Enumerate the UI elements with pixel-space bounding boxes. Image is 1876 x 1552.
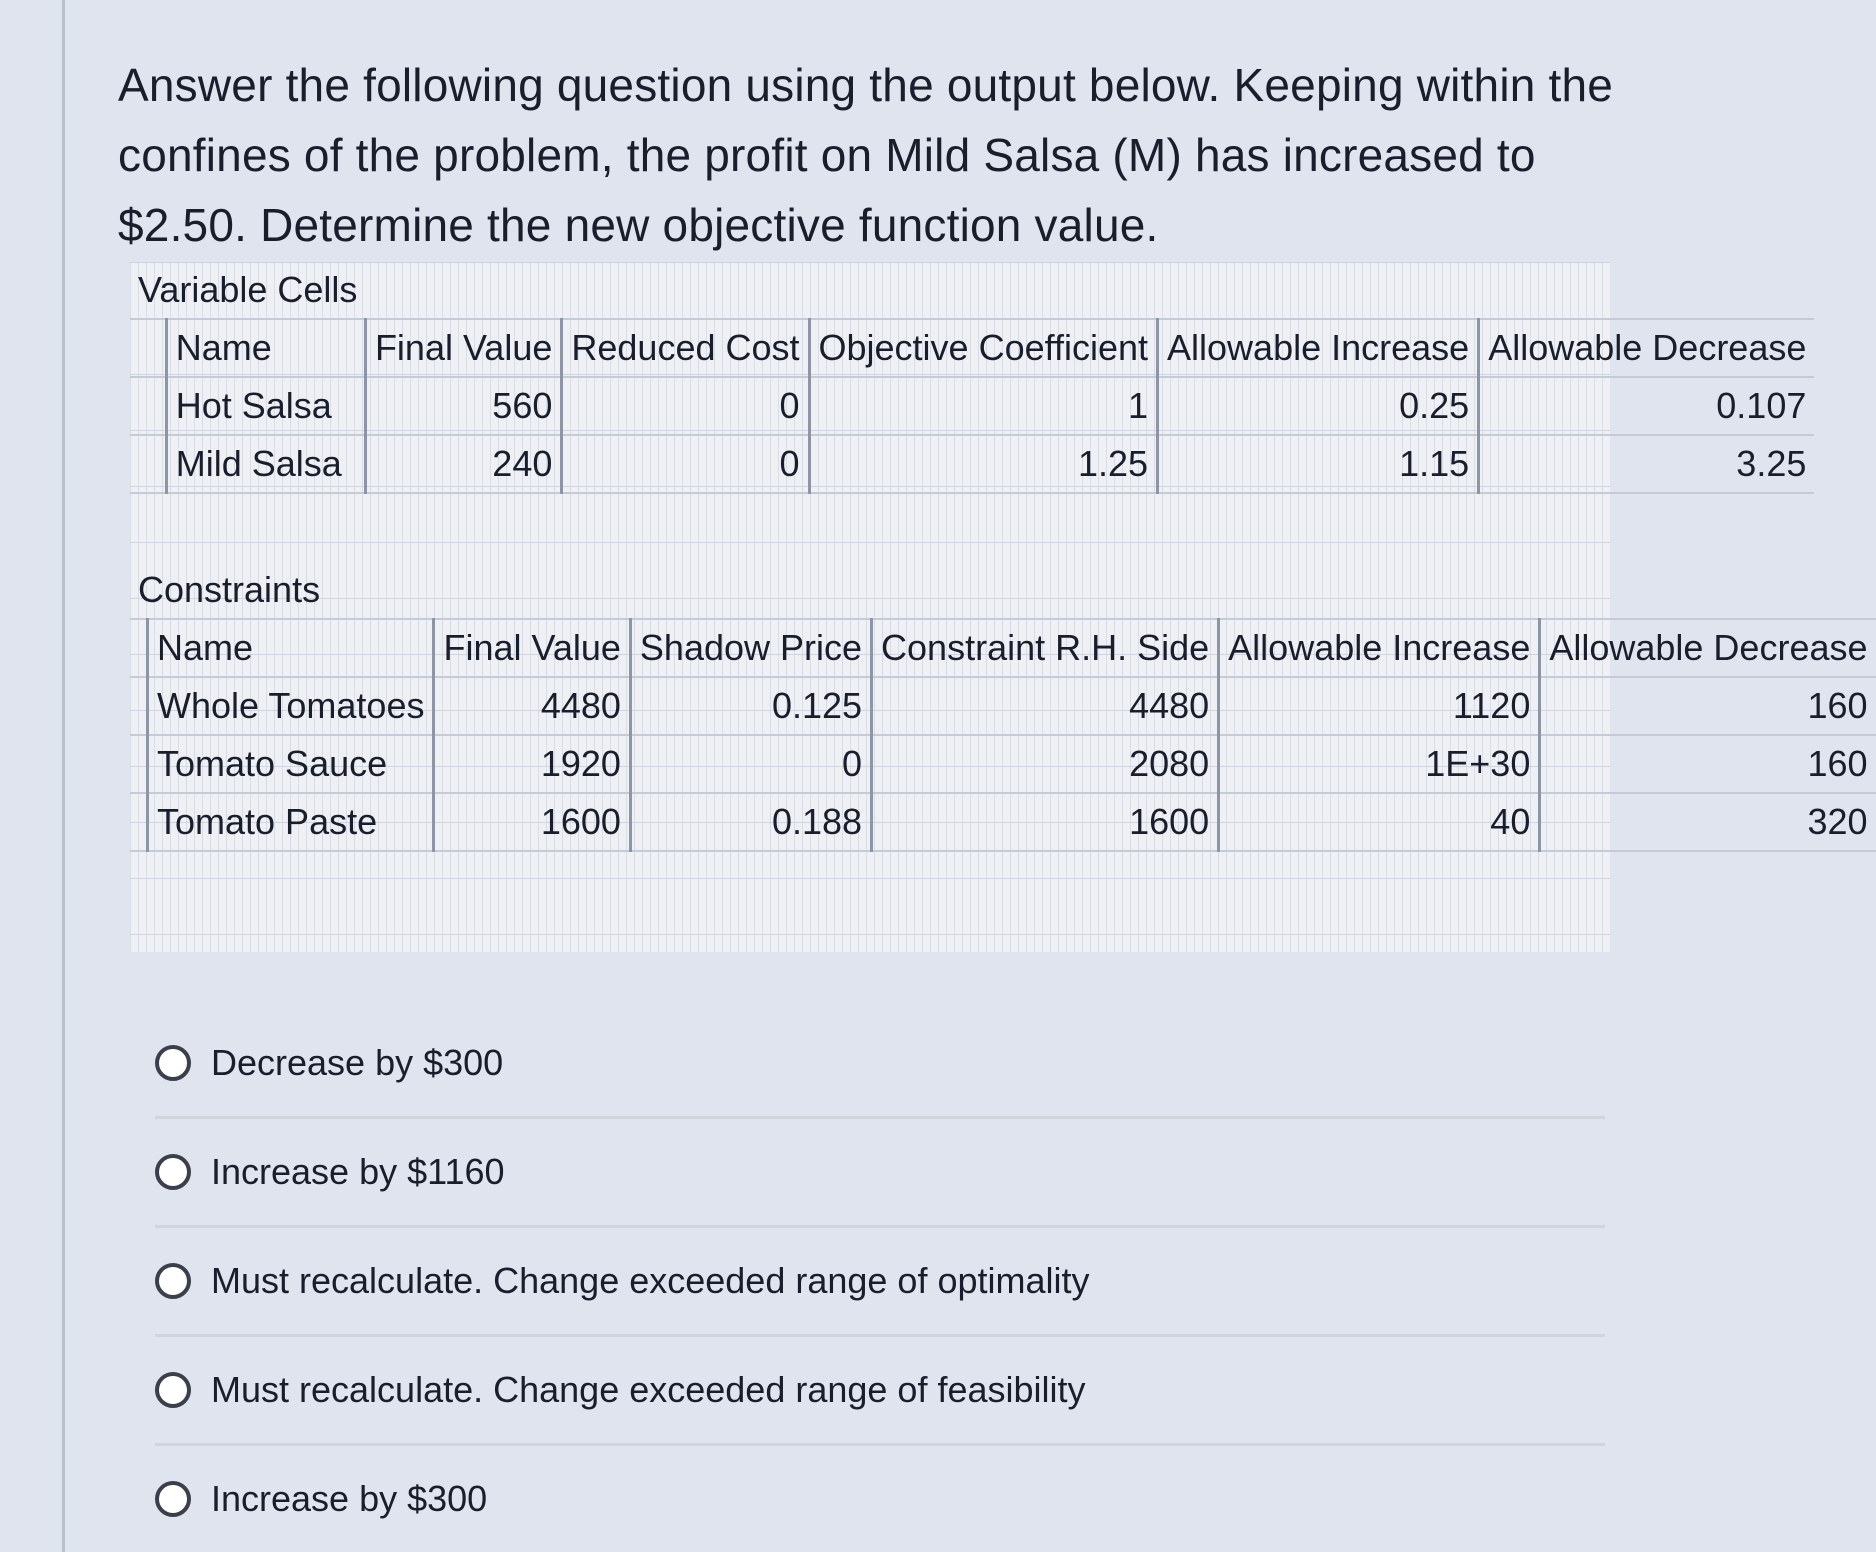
table-cell: Tomato Paste xyxy=(148,793,434,851)
radio-button[interactable] xyxy=(155,1045,191,1081)
answer-option[interactable] xyxy=(155,1119,1605,1228)
radio-button[interactable] xyxy=(155,1372,191,1408)
page-left-border xyxy=(62,0,65,1552)
table-cell: 1.25 xyxy=(809,435,1158,493)
table-cell: 560 xyxy=(365,377,561,435)
answer-option-label: Increase by $1160 xyxy=(211,1151,505,1192)
table-cell: 0.25 xyxy=(1158,377,1479,435)
answer-option-label: Decrease by $300 xyxy=(211,1042,504,1083)
table-cell: 4480 xyxy=(872,677,1219,735)
table-row xyxy=(130,377,1814,435)
table-cell: 0.125 xyxy=(630,677,871,735)
table-cell: 1600 xyxy=(434,793,630,851)
column-header: Objective Coefficient xyxy=(809,319,1158,377)
question-text: Answer the following question using the output below. Keeping within the confines of the problem, the profit on Mild Salsa (M) has increased to $2.50. Determine the new objective function value. xyxy=(118,59,1614,251)
table-row xyxy=(130,677,1876,735)
answer-option[interactable] xyxy=(155,1337,1605,1446)
table-cell: 1.15 xyxy=(1158,435,1479,493)
column-header: Final Value xyxy=(434,619,630,677)
table-header-row xyxy=(130,619,1876,677)
table-cell: 1 xyxy=(809,377,1158,435)
table-cell: 1120 xyxy=(1219,677,1540,735)
table-cell: 0.107 xyxy=(1479,377,1815,435)
radio-button[interactable] xyxy=(155,1154,191,1190)
table-cell: 4480 xyxy=(434,677,630,735)
variable-cells-table xyxy=(130,262,1814,494)
column-header: Reduced Cost xyxy=(562,319,809,377)
column-header: Allowable Increase xyxy=(1219,619,1540,677)
column-header: Allowable Decrease xyxy=(1540,619,1876,677)
column-header: Shadow Price xyxy=(630,619,871,677)
table-cell: Whole Tomatoes xyxy=(148,677,434,735)
column-header: Allowable Increase xyxy=(1158,319,1479,377)
table-cell: 0 xyxy=(562,377,809,435)
table-cell: 160 xyxy=(1540,677,1876,735)
table-row xyxy=(130,262,1814,319)
column-header: Final Value xyxy=(365,319,561,377)
radio-button[interactable] xyxy=(155,1263,191,1299)
answer-option[interactable] xyxy=(155,1446,1605,1552)
table-cell: 240 xyxy=(365,435,561,493)
answer-option[interactable] xyxy=(155,1010,1605,1119)
table-cell: 0 xyxy=(562,435,809,493)
table-cell: 320 xyxy=(1540,793,1876,851)
table-cell: 1E+30 xyxy=(1219,735,1540,793)
column-header: Name xyxy=(166,319,365,377)
table-cell: 160 xyxy=(1540,735,1876,793)
sensitivity-report xyxy=(130,262,1868,952)
table-header-row xyxy=(130,319,1814,377)
table-cell: Mild Salsa xyxy=(166,435,365,493)
column-header: Constraint R.H. Side xyxy=(872,619,1219,677)
section-label: Constraints xyxy=(130,562,434,619)
table-cell: 1600 xyxy=(872,793,1219,851)
table-row xyxy=(130,793,1876,851)
table-cell: 1920 xyxy=(434,735,630,793)
answer-choices xyxy=(155,1010,1605,1552)
table-cell: Tomato Sauce xyxy=(148,735,434,793)
column-header: Allowable Decrease xyxy=(1479,319,1815,377)
table-row xyxy=(130,562,1876,619)
answer-option-label: Must recalculate. Change exceeded range of optimality xyxy=(211,1260,1090,1301)
table-row xyxy=(130,735,1876,793)
table-cell: 0.188 xyxy=(630,793,871,851)
table-cell: 2080 xyxy=(872,735,1219,793)
table-cell: 0 xyxy=(630,735,871,793)
radio-button[interactable] xyxy=(155,1481,191,1517)
table-cell: 3.25 xyxy=(1479,435,1815,493)
column-header: Name xyxy=(148,619,434,677)
section-label: Variable Cells xyxy=(130,262,365,319)
table-row xyxy=(130,435,1814,493)
answer-option-label: Increase by $300 xyxy=(211,1478,488,1519)
constraints-table xyxy=(130,562,1876,852)
table-cell: 40 xyxy=(1219,793,1540,851)
answer-option-label: Must recalculate. Change exceeded range of feasibility xyxy=(211,1369,1086,1410)
table-cell: Hot Salsa xyxy=(166,377,365,435)
answer-option[interactable] xyxy=(155,1228,1605,1337)
